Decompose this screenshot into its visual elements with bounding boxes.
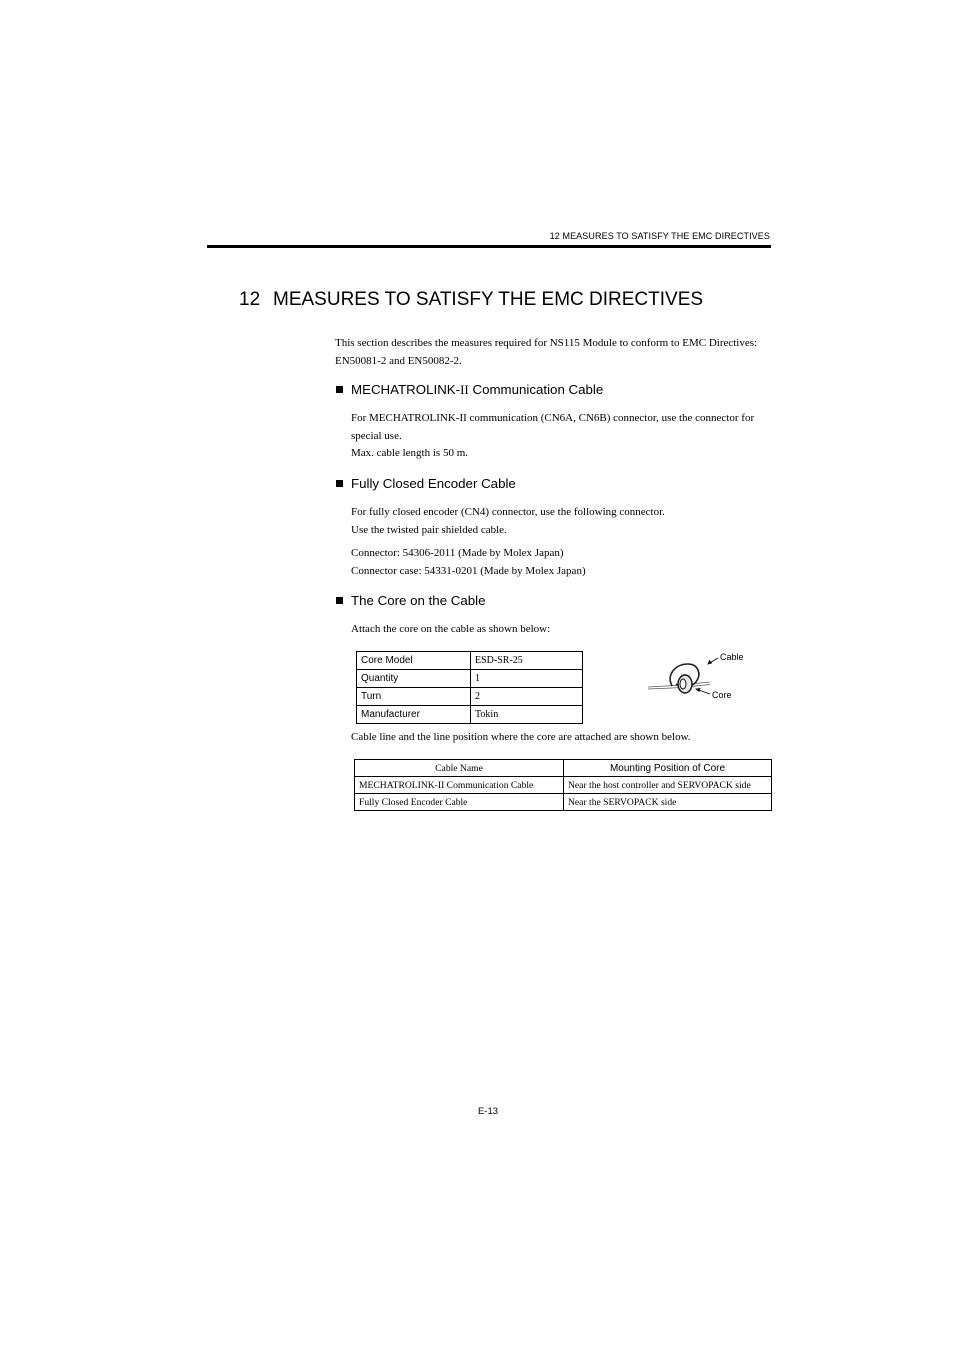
heading-core-on-cable: The Core on the Cable — [336, 593, 486, 608]
cable-label: Cable — [720, 652, 744, 662]
column-header: Mounting Position of Core — [564, 760, 772, 777]
mechatrolink-paragraph: For MECHATROLINK-II communication (CN6A, CN6B) connector, use the connector for special use. Max. cable length is 50 m. — [351, 412, 755, 459]
section-number: 12 — [239, 289, 261, 310]
intro-paragraph — [335, 335, 775, 370]
encoder-paragraph: For fully closed encoder (CN4) connector, use the following connector. Use the twisted pair shielded cable. — [351, 506, 665, 536]
square-bullet-icon — [336, 597, 343, 604]
core-paragraph: Attach the core on the cable as shown below: — [351, 623, 551, 635]
running-header: 12 MEASURES TO SATISFY THE EMC DIRECTIVES — [549, 231, 770, 241]
intro-line: EN50081-2 and EN50082-2. — [335, 354, 462, 367]
page-number: E-13 — [477, 1106, 499, 1117]
connector-paragraph: Connector: 54306-2011 (Made by Molex Japan) Connector case: 54331-0201 (Made by Molex Japan) — [351, 547, 586, 577]
page-title — [239, 289, 703, 311]
column-header: Cable Name — [355, 760, 564, 777]
intro-line: This section describes the measures required for NS115 Module to conform to EMC Directives: — [335, 337, 758, 349]
table-row: Fully Closed Encoder Cable Near the SERVOPACK side — [355, 794, 772, 811]
cable-line-paragraph: Cable line and the line position where the core are attached are shown below. — [351, 731, 691, 743]
table-row: Manufacturer Tokin — [357, 706, 583, 724]
cable-core-figure — [646, 648, 756, 704]
section-title: MEASURES TO SATISFY THE EMC DIRECTIVES — [273, 289, 704, 310]
square-bullet-icon — [336, 480, 343, 487]
table-row: Turn 2 — [357, 688, 583, 706]
table-header-row — [355, 760, 772, 777]
cable-position-table — [354, 759, 772, 811]
heading-mechatrolink: MECHATROLINK-II Communication Cable — [336, 382, 603, 398]
table-row: MECHATROLINK-II Communication Cable Near the host controller and SERVOPACK side — [355, 777, 772, 794]
core-spec-table — [356, 651, 583, 724]
table-row: Quantity 1 — [357, 670, 583, 688]
table-row: Core Model ESD-SR-25 — [357, 652, 583, 670]
square-bullet-icon — [336, 386, 343, 393]
heading-encoder-cable: Fully Closed Encoder Cable — [336, 476, 516, 491]
header-rule — [207, 245, 771, 248]
core-label: Core — [712, 690, 732, 700]
